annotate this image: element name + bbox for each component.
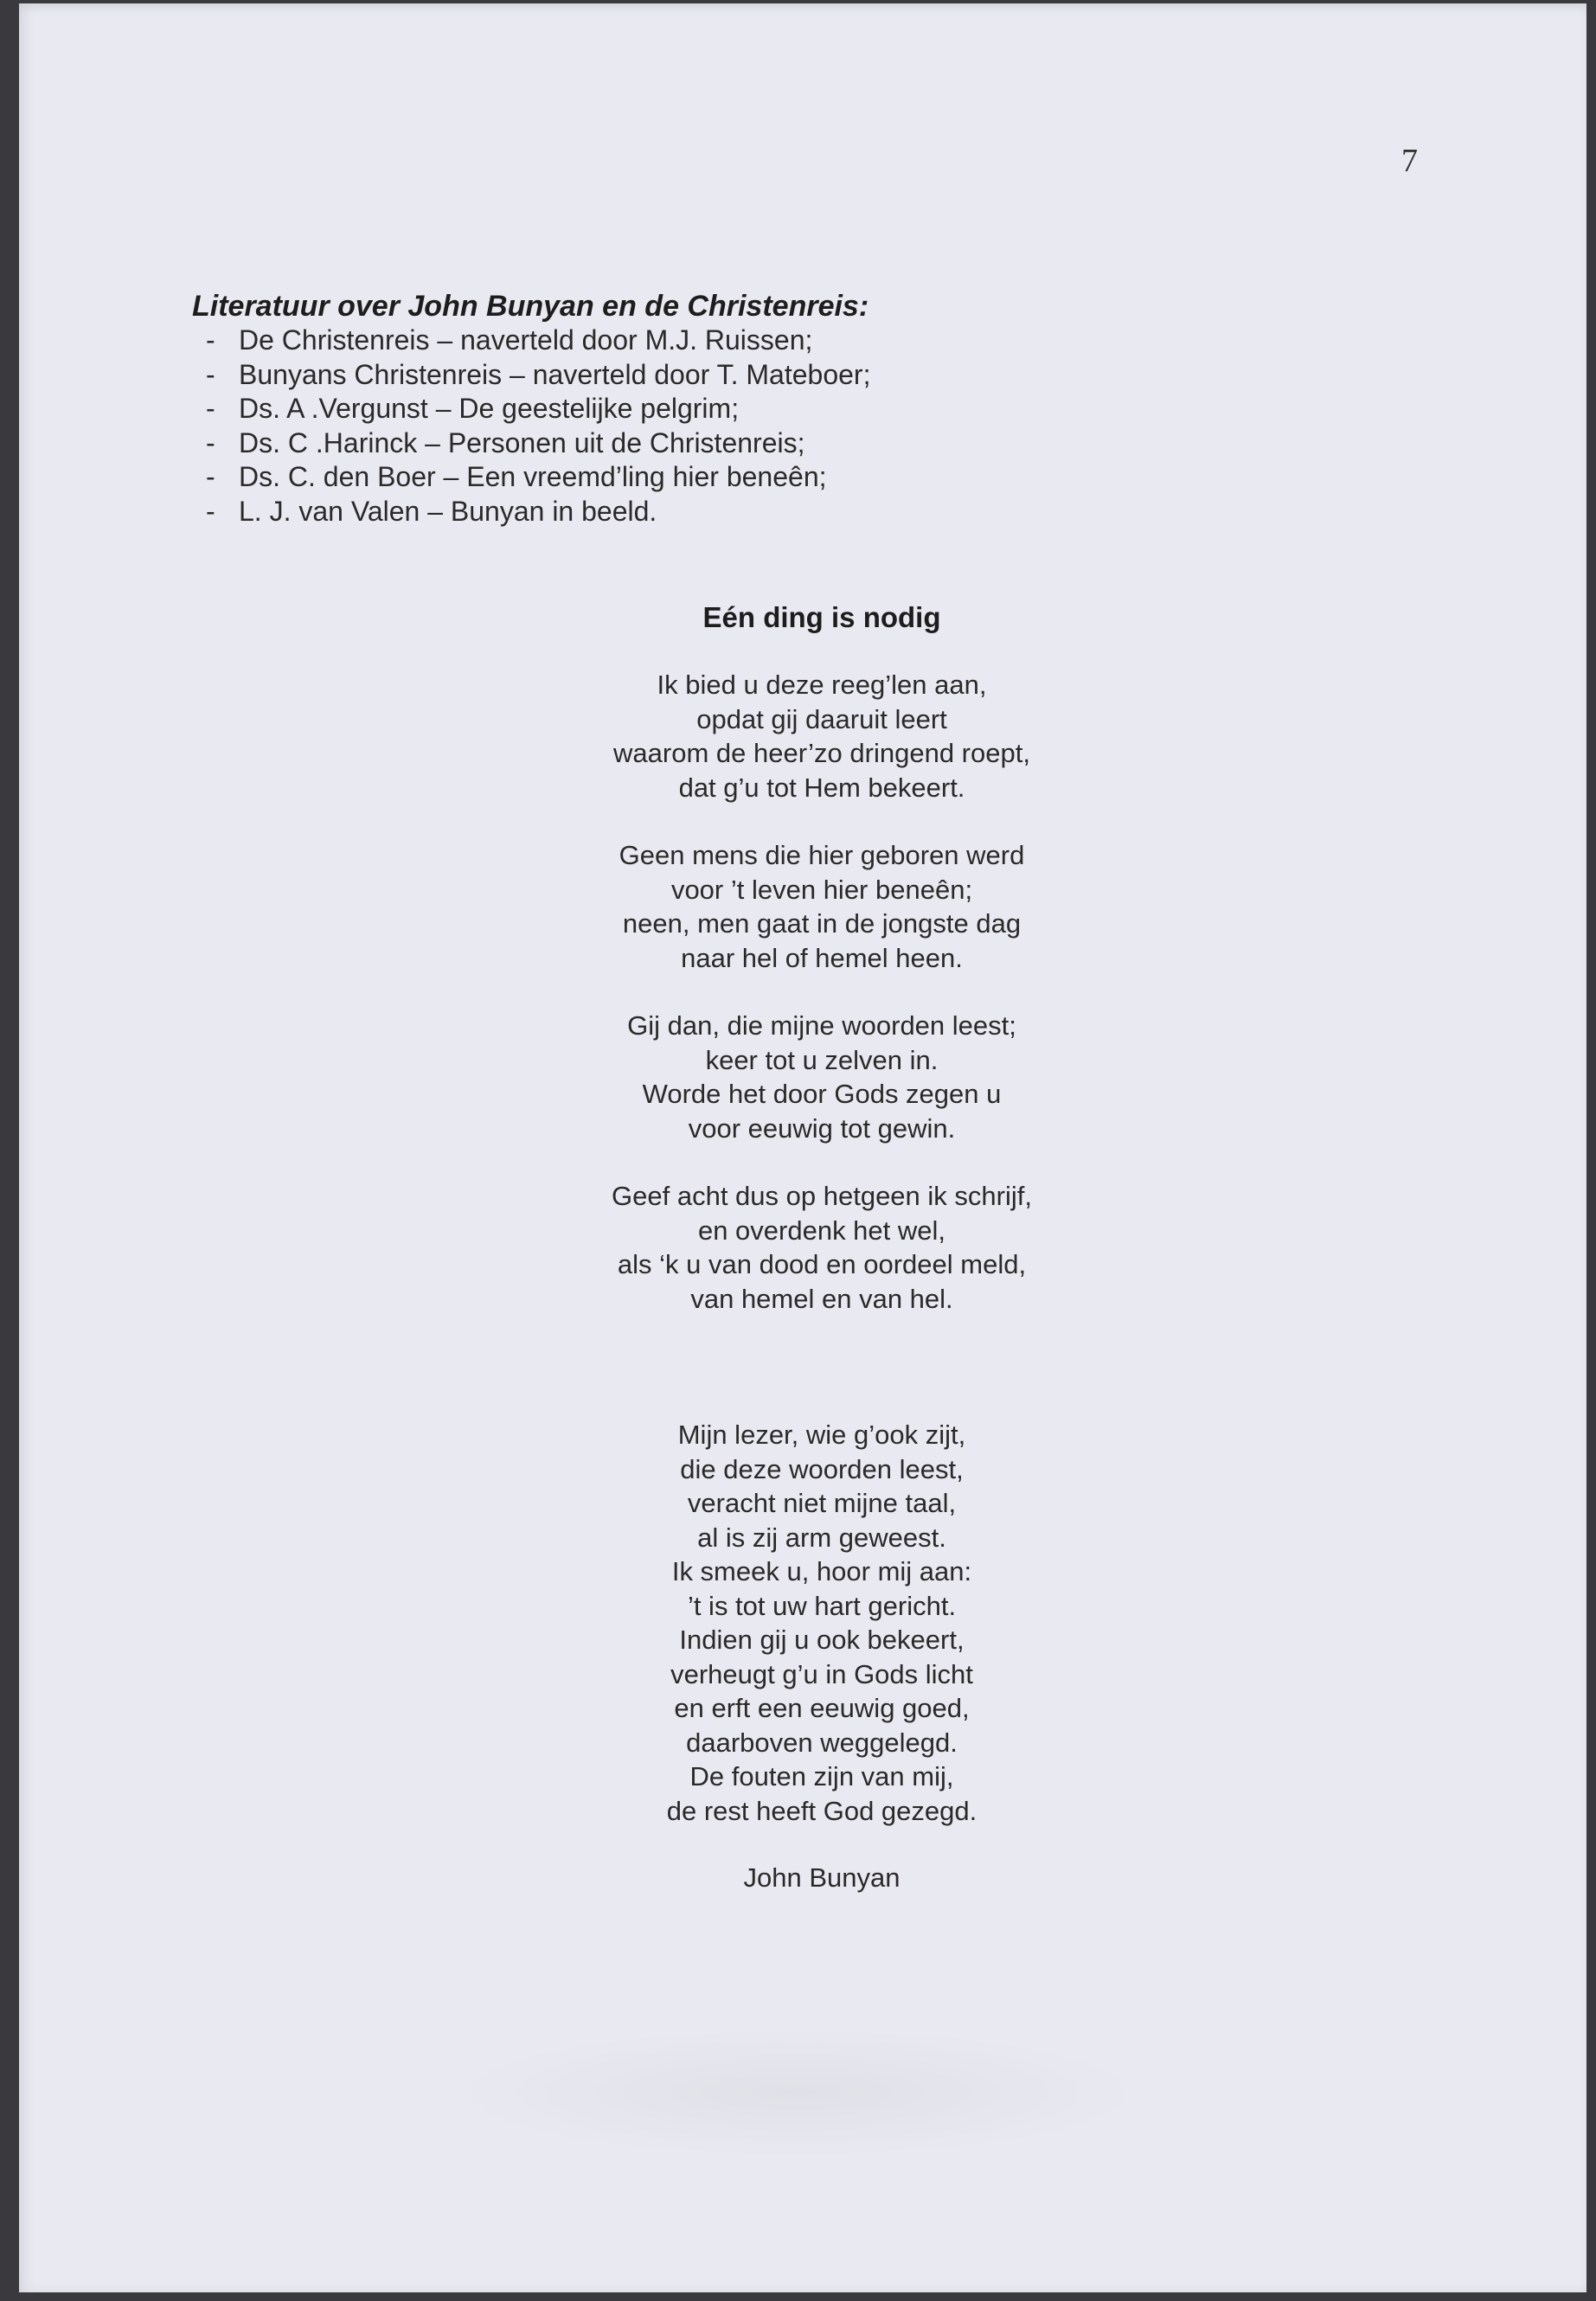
poem-line: opdat gij daaruit leert <box>696 703 947 734</box>
poem-author: John Bunyan <box>743 1862 901 1893</box>
poem-line: Mijn lezer, wie g’ook zijt, <box>677 1420 966 1450</box>
list-item: - De Christenreis – naverteld door M.J. Ruissen; <box>206 324 813 356</box>
list-item-text: Ds. C .Harinck – Personen uit de Christenreis; <box>239 426 805 458</box>
poem-line: Geen mens die hier geboren werd <box>619 840 1025 870</box>
literature-title: Literatuur over John Bunyan en de Christenreis: <box>192 290 869 323</box>
poem-line: naar hel of hemel heen. <box>681 942 963 973</box>
poem-stanza-4 <box>476 1179 1168 1316</box>
poem-line: keer tot u zelven in. <box>705 1044 939 1075</box>
poem-line: verheugt g’u in Gods licht <box>670 1658 973 1689</box>
poem-line: waarom de heer’zo dringend roept, <box>613 738 1030 768</box>
poem-line: Geef acht dus op hetgeen ik schrijf, <box>612 1181 1032 1211</box>
poem-line: voor ’t leven hier beneên; <box>670 874 973 905</box>
list-item-text: Ds. A .Vergunst – De geestelijke pelgrim; <box>239 393 740 424</box>
poem-line: daarboven weggelegd. <box>686 1727 958 1758</box>
poem-line: al is zij arm geweest. <box>697 1522 946 1553</box>
poem-line: Ik bied u deze reeg’len aan, <box>657 670 987 700</box>
poem-line: als ‘k u van dood en oordeel meld, <box>617 1249 1027 1279</box>
poem-line: de rest heeft God gezegd. <box>666 1795 977 1826</box>
poem-line: De fouten zijn van mij, <box>689 1761 954 1791</box>
poem-stanza-1 <box>476 668 1168 804</box>
document-page <box>19 3 1586 2292</box>
poem-line: neen, men gaat in de jongste dag <box>622 908 1022 939</box>
list-item-text: Ds. C. den Boer – Een vreemd’ling hier beneên; <box>239 461 827 492</box>
poem-line: en overdenk het wel, <box>697 1215 946 1246</box>
poem-line: ’t is tot uw hart gericht. <box>687 1590 957 1621</box>
list-item-text: Bunyans Christenreis – naverteld door T. Mateboer; <box>239 358 871 390</box>
page-number: 7 <box>1401 143 1418 179</box>
poem-stanza-5 <box>476 1418 1168 1828</box>
show-through-shadow <box>452 2028 1144 2157</box>
list-item: - Ds. A .Vergunst – De geestelijke pelgrim; <box>206 393 740 424</box>
poem-stanza-3 <box>476 1009 1168 1145</box>
list-item-text: L. J. van Valen – Bunyan in beeld. <box>239 495 657 527</box>
poem-line: Ik smeek u, hoor mij aan: <box>671 1556 972 1586</box>
poem-line: dat g’u tot Hem bekeert. <box>678 772 965 803</box>
poem-title: Eén ding is nodig <box>702 601 941 633</box>
list-item: - Ds. C. den Boer – Een vreemd’ling hier beneên; <box>206 461 827 492</box>
poem-stanza-2 <box>476 838 1168 975</box>
list-item-text: De Christenreis – naverteld door M.J. Ruissen; <box>239 324 813 356</box>
poem <box>476 600 1168 1895</box>
poem-line: die deze woorden leest, <box>680 1453 964 1484</box>
literature-list <box>192 324 1230 529</box>
list-item: - L. J. van Valen – Bunyan in beeld. <box>206 495 657 527</box>
poem-line: Indien gij u ook bekeert, <box>679 1625 965 1655</box>
list-item: - Bunyans Christenreis – naverteld door T. Mateboer; <box>206 358 871 390</box>
poem-line: Worde het door Gods zegen u <box>642 1079 1002 1109</box>
literature-section <box>192 289 1230 529</box>
poem-line: van hemel en van hel. <box>690 1283 953 1314</box>
poem-line: voor eeuwig tot gewin. <box>688 1112 956 1144</box>
poem-line: Gij dan, die mijne woorden leest; <box>627 1010 1016 1041</box>
list-item: - Ds. C .Harinck – Personen uit de Christenreis; <box>206 426 805 458</box>
poem-line: veracht niet mijne taal, <box>687 1488 957 1518</box>
poem-line: en erft een eeuwig goed, <box>674 1693 970 1723</box>
